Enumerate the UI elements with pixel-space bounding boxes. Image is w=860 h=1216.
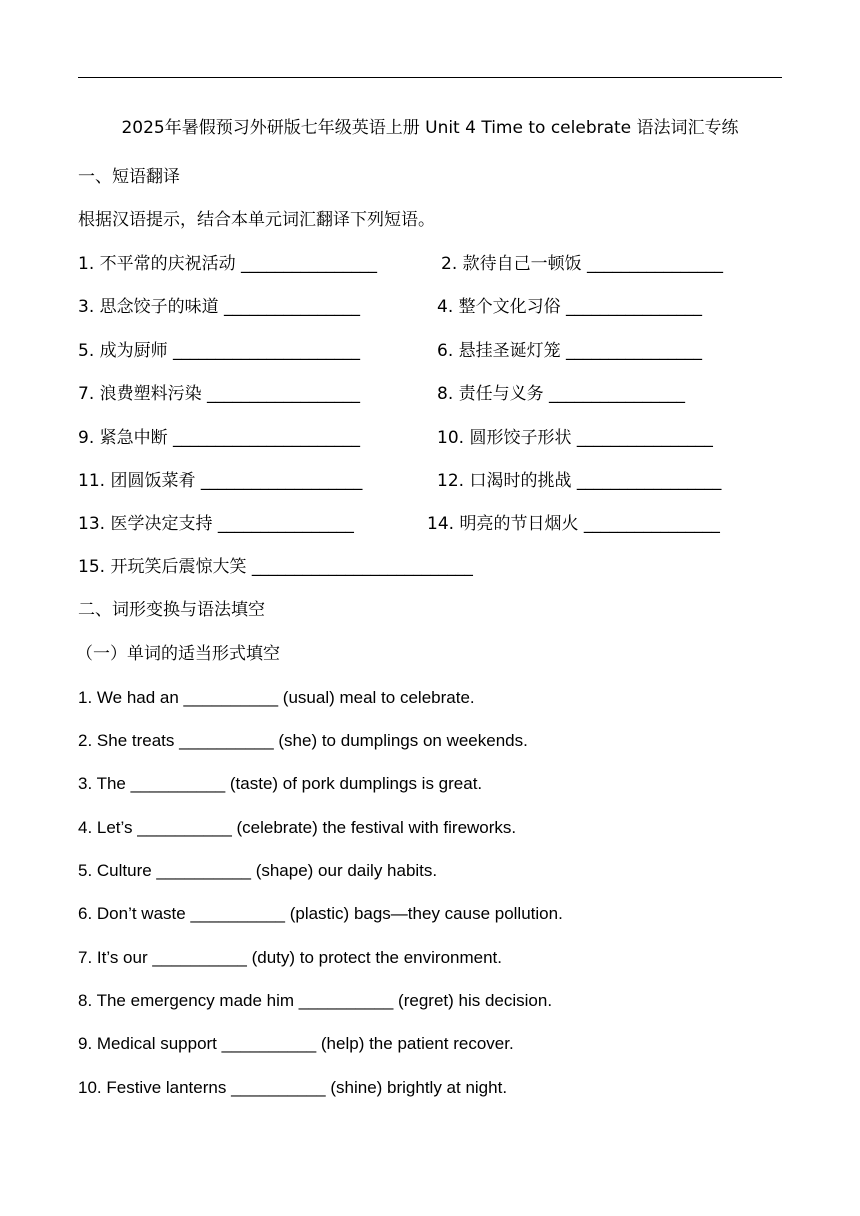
- grammar-item-6: 6. Don’t waste __________ (plastic) bags—they cause pollution.: [78, 904, 563, 923]
- grammar-item-8: 8. The emergency made him __________ (regret) his decision.: [78, 991, 553, 1010]
- grammar-item-2: 2. She treats __________ (she) to dumplings on weekends.: [78, 731, 528, 750]
- header-rule: [78, 77, 782, 78]
- phrase-item-10: 10. 圆形饺子形状 ________________: [437, 428, 713, 448]
- grammar-item-5: 5. Culture __________ (shape) our daily habits.: [78, 861, 438, 880]
- phrase-item-14: 14. 明亮的节日烟火 ________________: [427, 514, 720, 534]
- phrase-item-9: 9. 紧急中断 ______________________: [78, 428, 361, 448]
- grammar-item-4: 4. Let’s __________ (celebrate) the festival with fireworks.: [78, 818, 517, 837]
- phrase-item-11: 11. 团圆饭菜肴 ___________________: [78, 471, 363, 491]
- phrase-item-6: 6. 悬挂圣诞灯笼 ________________: [437, 341, 703, 361]
- phrase-item-4: 4. 整个文化习俗 ________________: [437, 297, 703, 317]
- grammar-item-1: 1. We had an __________ (usual) meal to celebrate.: [78, 688, 475, 707]
- phrase-item-3: 3. 思念饺子的味道 ________________: [78, 297, 361, 317]
- section-2-heading: 二、词形变换与语法填空: [78, 600, 265, 620]
- phrase-item-2: 2. 款待自己一顿饭 ________________: [441, 254, 724, 274]
- phrase-item-1: 1. 不平常的庆祝活动 ________________: [78, 254, 378, 274]
- section-1-instruction: 根据汉语提示，结合本单元词汇翻译下列短语。: [78, 210, 435, 230]
- grammar-item-7: 7. It’s our __________ (duty) to protect the environment.: [78, 948, 503, 967]
- phrase-item-15: 15. 开玩笑后震惊大笑 __________________________: [78, 557, 473, 577]
- phrase-item-12: 12. 口渴时的挑战 _________________: [437, 471, 722, 491]
- page-title: 2025年暑假预习外研版七年级英语上册 Unit 4 Time to celebrate 语法词汇专练: [121, 118, 739, 138]
- phrase-item-13: 13. 医学决定支持 ________________: [78, 514, 354, 534]
- section-1-heading: 一、短语翻译: [78, 167, 180, 187]
- phrase-item-8: 8. 责任与义务 ________________: [437, 384, 686, 404]
- grammar-item-3: 3. The __________ (taste) of pork dumplings is great.: [78, 774, 483, 793]
- section-2-subheading: （一）单词的适当形式填空: [76, 644, 280, 664]
- grammar-item-9: 9. Medical support __________ (help) the patient recover.: [78, 1034, 514, 1053]
- grammar-item-10: 10. Festive lanterns __________ (shine) brightly at night.: [78, 1078, 508, 1097]
- phrase-item-7: 7. 浪费塑料污染 __________________: [78, 384, 361, 404]
- phrase-item-5: 5. 成为厨师 ______________________: [78, 341, 361, 361]
